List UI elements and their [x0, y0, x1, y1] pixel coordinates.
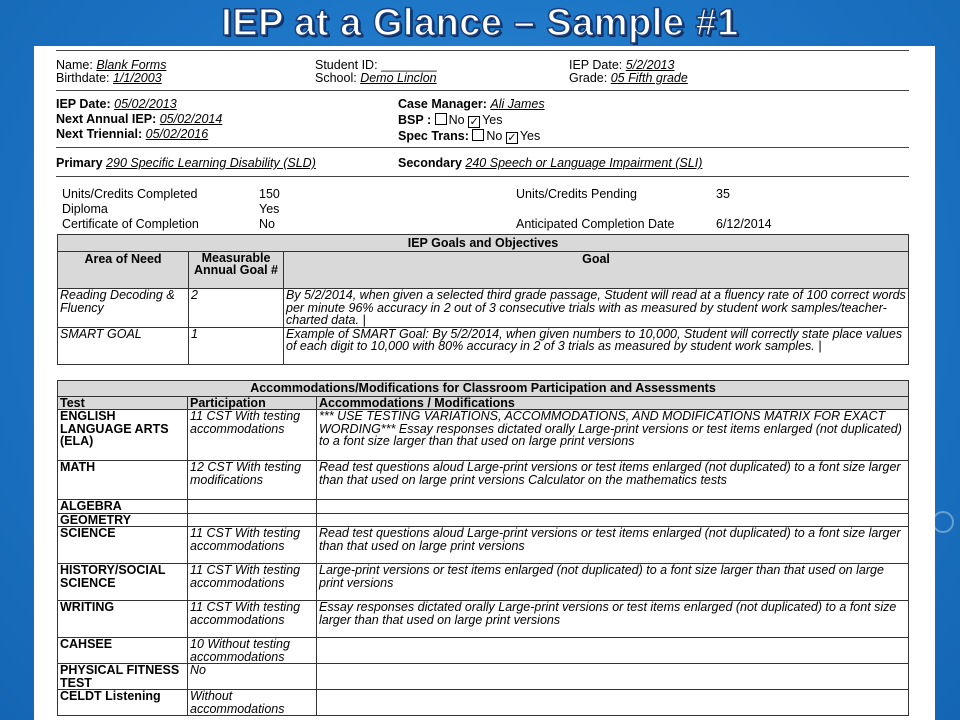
next-annual-line: Next Annual IEP: 05/02/2014	[56, 112, 223, 126]
accommodation-details	[317, 500, 909, 514]
student-id-line: Student ID: ________	[315, 58, 437, 72]
diploma-label: Diploma	[62, 202, 108, 216]
accommodation-test: HISTORY/SOCIAL SCIENCE	[58, 564, 188, 601]
units-pending-label: Units/Credits Pending	[516, 187, 637, 201]
spec-trans-no-checkbox[interactable]	[472, 129, 484, 141]
accommodation-row	[58, 664, 909, 690]
accommodation-test: SCIENCE	[58, 527, 188, 564]
accommodation-test: ENGLISH LANGUAGE ARTS (ELA)	[58, 410, 188, 461]
diploma-value: Yes	[259, 202, 280, 216]
accommodation-test: GEOMETRY	[58, 513, 188, 527]
accommodation-details: Read test questions aloud Large-print versions or test items enlarged (not duplicated) to a font size larger than that used on large print versions	[317, 527, 909, 564]
grade: 05 Fifth grade	[610, 71, 688, 85]
next-annual-date: 05/02/2014	[159, 112, 223, 126]
accommodation-row	[58, 461, 909, 500]
goal-text: Example of SMART Goal: By 5/2/2014, when given numbers to 10,000, Student will correctly state place values of each digit to 10,000 with 80% accuracy in 2 of 3 trials as measured by student work samples. |	[284, 327, 909, 364]
goal-text: By 5/2/2014, when given a selected third grade passage, Student will read at a fluency rate of 100 correct words per minute 96% accuracy in 2 out of 3 consecutive trials with as measured by student work samples/teacher-charted data. |	[284, 289, 909, 328]
next-triennial-line: Next Triennial: 05/02/2016	[56, 127, 209, 141]
goals-header-goal: Goal	[284, 252, 909, 289]
birthdate-line: Birthdate: 1/1/2003	[56, 71, 162, 85]
accommodations-table	[57, 380, 909, 716]
accommodation-details	[317, 513, 909, 527]
goal-number: 1	[189, 327, 284, 364]
accommodation-row	[58, 638, 909, 664]
accommodations-header-test: Test	[58, 396, 188, 410]
accommodation-participation: 11 CST With testing accommodations	[188, 527, 317, 564]
accommodation-details: *** USE TESTING VARIATIONS, ACCOMMODATIONS, AND MODIFICATIONS MATRIX FOR EXACT WORDING*** Essay responses dictated orally Large-print versions or test items enlarged (not duplicated) to a font size larger than that used on large print versions	[317, 410, 909, 461]
anticipated-completion-label: Anticipated Completion Date	[516, 217, 675, 231]
accommodation-participation: No	[188, 664, 317, 690]
accommodation-row	[58, 601, 909, 638]
accommodation-participation: Without accommodations	[188, 690, 317, 716]
bsp-no-checkbox[interactable]	[435, 113, 447, 125]
student-iep-date: 5/2/2013	[625, 58, 675, 72]
units-completed-label: Units/Credits Completed	[62, 187, 198, 201]
accommodation-participation: 12 CST With testing modifications	[188, 461, 317, 500]
student-name: Blank Forms	[96, 58, 167, 72]
goal-number: 2	[189, 289, 284, 328]
student-id: ________	[381, 58, 437, 72]
accommodation-details	[317, 664, 909, 690]
iep-document	[34, 46, 935, 720]
accommodation-details: Large-print versions or test items enlarged (not duplicated) to a font size larger than that used on large print versions	[317, 564, 909, 601]
accommodation-participation: 11 CST With testing accommodations	[188, 601, 317, 638]
accommodation-details: Essay responses dictated orally Large-print versions or test items enlarged (not duplicated) to a font size larger than that used on large print versions	[317, 601, 909, 638]
iep-date-line: IEP Date: 05/02/2013	[56, 97, 177, 111]
accommodation-details	[317, 690, 909, 716]
accommodation-test: MATH	[58, 461, 188, 500]
birthdate: 1/1/2003	[113, 71, 162, 85]
accommodation-test: CAHSEE	[58, 638, 188, 664]
units-pending-value: 35	[716, 187, 730, 201]
spec-trans-yes-checkbox[interactable]: ✓	[507, 132, 517, 144]
accommodation-row	[58, 690, 909, 716]
goal-row	[58, 289, 909, 328]
secondary-disability-line: Secondary 240 Speech or Language Impairment (SLI)	[398, 156, 703, 170]
accommodation-details	[317, 638, 909, 664]
divider	[56, 50, 909, 51]
grade-line: Grade: 05 Fifth grade	[569, 71, 688, 85]
accommodations-header-accommodations: Accommodations / Modifications	[317, 396, 909, 410]
certificate-value: No	[259, 217, 275, 231]
bsp-yes-checkbox[interactable]: ✓	[469, 116, 479, 128]
navigation-ring-icon[interactable]	[932, 511, 954, 533]
accommodation-row	[58, 564, 909, 601]
case-manager-line: Case Manager: Ali James	[398, 97, 545, 111]
secondary-disability: 240 Speech or Language Impairment (SLI)	[465, 156, 703, 170]
primary-disability: 290 Specific Learning Disability (SLD)	[106, 156, 316, 170]
school-line: School: Demo Linclon	[315, 71, 437, 85]
accommodation-participation	[188, 500, 317, 514]
accommodation-test: CELDT Listening	[58, 690, 188, 716]
goals-header-number: Measurable Annual Goal #	[189, 252, 284, 289]
units-completed-value: 150	[259, 187, 280, 201]
school: Demo Linclon	[360, 71, 437, 85]
accommodation-details: Read test questions aloud Large-print versions or test items enlarged (not duplicated) to a font size larger than that used on large print versions Calculator on the mathematics tests	[317, 461, 909, 500]
goals-table	[57, 234, 909, 365]
slide-title: IEP at a Glance – Sample #1	[221, 2, 739, 44]
iep-date: 05/02/2013	[114, 97, 177, 111]
goal-row	[58, 327, 909, 364]
accommodation-row	[58, 513, 909, 527]
accommodation-row	[58, 410, 909, 461]
primary-disability-line: Primary 290 Specific Learning Disability (SLD)	[56, 156, 316, 170]
student-name-line: Name: Blank Forms	[56, 58, 167, 72]
accommodation-participation: 11 CST With testing accommodations	[188, 410, 317, 461]
next-triennial-date: 05/02/2016	[145, 127, 209, 141]
goals-header-area: Area of Need	[58, 252, 189, 289]
goal-area: Reading Decoding & Fluency	[58, 289, 189, 328]
accommodation-participation	[188, 513, 317, 527]
accommodations-header-participation: Participation	[188, 396, 317, 410]
divider	[56, 176, 909, 177]
student-iep-date-line: IEP Date: 5/2/2013	[569, 58, 675, 72]
anticipated-completion-value: 6/12/2014	[716, 217, 772, 231]
divider	[56, 147, 909, 148]
accommodation-test: WRITING	[58, 601, 188, 638]
accommodation-participation: 11 CST With testing accommodations	[188, 564, 317, 601]
accommodation-test: PHYSICAL FITNESS TEST	[58, 664, 188, 690]
certificate-label: Certificate of Completion	[62, 217, 199, 231]
accommodation-participation: 10 Without testing accommodations	[188, 638, 317, 664]
goal-area: SMART GOAL	[58, 327, 189, 364]
accommodation-test: ALGEBRA	[58, 500, 188, 514]
accommodations-table-title: Accommodations/Modifications for Classroom Participation and Assessments	[58, 381, 909, 397]
case-manager: Ali James	[490, 97, 545, 111]
divider	[56, 90, 909, 91]
bsp-line: BSP : No ✓ Yes	[398, 113, 503, 128]
accommodation-row	[58, 527, 909, 564]
spec-trans-line: Spec Trans: No ✓ Yes	[398, 129, 541, 144]
goals-table-title: IEP Goals and Objectives	[58, 235, 909, 252]
accommodation-row	[58, 500, 909, 514]
